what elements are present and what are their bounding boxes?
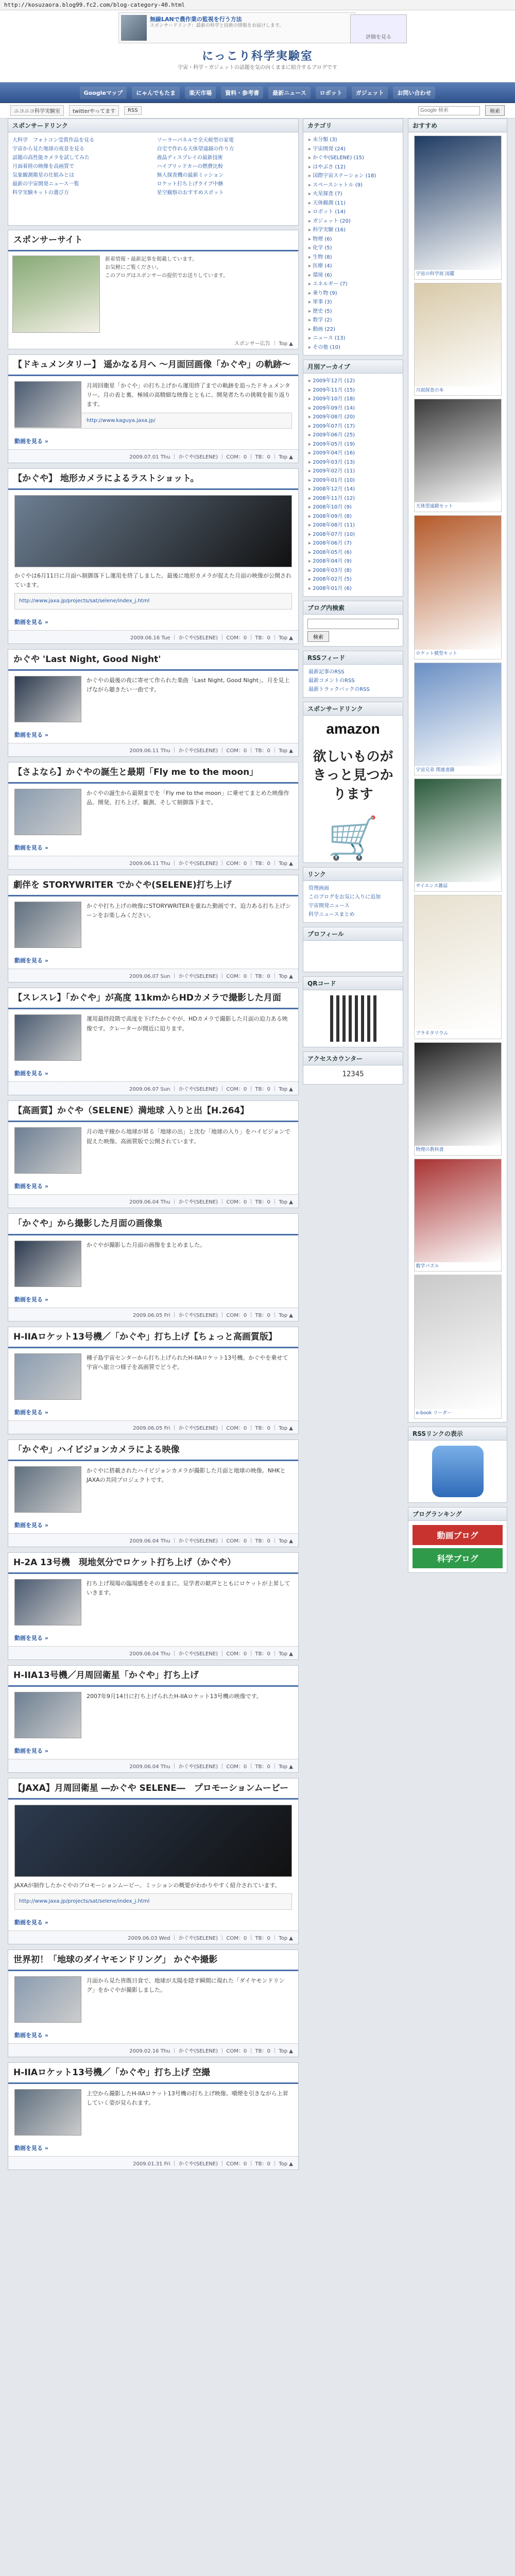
entry-text: 種子島宇宙センターから打ち上げられたH-IIAロケット13号機。かぐやを乗せて宇宙へ旅立つ様子を高画質でどうぞ。	[87, 1354, 288, 1370]
shopping-cart-icon[interactable]: 🛒	[327, 814, 379, 862]
product-ad[interactable]	[414, 1042, 502, 1156]
archive-item[interactable]: ▸ 2008年12月 (14)	[308, 485, 398, 494]
entry-body	[8, 1461, 298, 1521]
google-search-input[interactable]	[418, 106, 480, 115]
sponsor-link[interactable]: 大科学 フォトコン受賞作品を見る	[12, 138, 95, 143]
profile-title: プロフィール	[303, 927, 403, 941]
archive-item[interactable]: ▸ 2009年02月 (11)	[308, 467, 398, 476]
product-ad[interactable]	[414, 135, 502, 280]
main-column	[8, 118, 299, 2175]
sponsor-link[interactable]: 最新の宇宙開発ニュース一覧	[12, 181, 79, 187]
entry-body	[8, 671, 298, 731]
archive-item[interactable]: ▸ 2008年07月 (10)	[308, 530, 398, 539]
entry-footer[interactable]: 2009.06.04 Thu ｜ かぐや(SELENE) ｜ COM：0 ｜ TB：0 ｜ Top ▲	[8, 1759, 298, 1772]
entry-body	[8, 1800, 298, 1918]
entry-footer[interactable]: 2009.06.04 Thu ｜ かぐや(SELENE) ｜ COM：0 ｜ TB：0 ｜ Top ▲	[8, 1646, 298, 1659]
product-ad[interactable]	[414, 1275, 502, 1419]
entry-title[interactable]: H-IIAロケット13号機／「かぐや」打ち上げ 空撮	[8, 2063, 298, 2084]
entry-footer[interactable]: 2009.06.07 Sun ｜ かぐや(SELENE) ｜ COM：0 ｜ TB：0 ｜ Top ▲	[8, 969, 298, 982]
entry-footer[interactable]: 2009.06.05 Fri ｜ かぐや(SELENE) ｜ COM：0 ｜ TB：0 ｜ Top ▲	[8, 1308, 298, 1321]
entry-text: かぐや打ち上げの映像にSTORYWRITERを重ねた動画です。迫力ある打ち上げシーンをお楽しみください。	[87, 903, 291, 919]
entry-thumbnail[interactable]	[14, 1014, 81, 1061]
site-description: 宇宙・科学・ガジェットの話題を気の向くままに紹介するブログです	[178, 65, 337, 71]
entry-text: 月面から見た皆既日食で、地球が太陽を隠す瞬間に現れた「ダイヤモンドリング」をかぐやが撮影しました。	[87, 1977, 285, 1993]
entry	[8, 762, 299, 870]
category-item[interactable]: ▸ その他 (10)	[308, 343, 398, 352]
category-item[interactable]: ▸ 乗り物 (9)	[308, 289, 398, 298]
entry	[8, 1439, 299, 1547]
entry	[8, 2062, 299, 2170]
entry-text: JAXAが制作したかぐやのプロモーションムービー。ミッションの概要がわかりやすく紹介されています。	[14, 1882, 281, 1889]
entry-thumbnail[interactable]	[14, 1692, 81, 1738]
archive-item[interactable]: ▸ 2009年09月 (14)	[308, 404, 398, 413]
counter-value: 12345	[342, 1070, 364, 1079]
product-image[interactable]	[415, 399, 501, 502]
archive-item[interactable]: ▸ 2008年04月 (9)	[308, 557, 398, 566]
sponsor-links-box	[8, 118, 299, 226]
entry-body	[8, 1574, 298, 1634]
entry	[8, 1665, 299, 1773]
category-title: カテゴリ	[303, 119, 403, 132]
category-box	[303, 118, 403, 355]
amazon-box	[303, 702, 403, 863]
entry-thumbnail[interactable]	[14, 789, 81, 835]
entry-list	[8, 354, 299, 2170]
amazon-logo[interactable]: amazon	[326, 721, 380, 737]
entry-body	[8, 2084, 298, 2144]
product-caption[interactable]: 宇宙兄弟 関連書籍	[416, 767, 455, 773]
entry-body	[8, 1235, 298, 1295]
entry-title[interactable]: 【かぐや】 地形カメラによるラストショット。	[8, 469, 298, 490]
category-item[interactable]: ▸ エネルギー (7)	[308, 280, 398, 289]
nav-item-rakuten[interactable]: 楽天市場	[185, 87, 216, 99]
archive-item[interactable]: ▸ 2008年10月 (9)	[308, 503, 398, 512]
entry-body	[8, 490, 298, 618]
entry-thumbnail[interactable]	[14, 1976, 81, 2023]
entry-body	[8, 1687, 298, 1747]
category-item[interactable]: ▸ 歴史 (5)	[308, 307, 398, 316]
entry-text: 2007年9月14日に打ち上げられたH-IIAロケット13号機の映像です。	[87, 1692, 262, 1700]
sponsor-site-image[interactable]	[12, 256, 100, 333]
qr-box	[303, 976, 403, 1047]
amazon-title: スポンサードリンク	[303, 702, 403, 716]
read-more-link[interactable]: 動画を見る »	[14, 1296, 48, 1303]
read-more-link[interactable]: 動画を見る »	[14, 438, 48, 445]
archive-item[interactable]: ▸ 2008年05月 (6)	[308, 548, 398, 557]
product-caption[interactable]: e-book リーダー	[416, 1411, 452, 1416]
sponsor-site-title: スポンサーサイト	[8, 230, 298, 251]
archive-item[interactable]: ▸ 2009年01月 (10)	[308, 476, 398, 485]
entry-body	[8, 784, 298, 843]
link-admin[interactable]: 管理画面	[308, 886, 329, 892]
sponsor-link[interactable]: 無人探査機の最新ミッション	[157, 173, 224, 178]
entry	[8, 354, 299, 463]
science-blog-banner[interactable]: 科学ブログ	[413, 1548, 503, 1568]
entry-text: かぐやの最後の夜に寄せて作られた楽曲「Last Night, Good Night」。月を見上げながら聴きたい一曲です。	[87, 677, 290, 693]
entry	[8, 1100, 299, 1208]
archive-item[interactable]: ▸ 2009年06月 (25)	[308, 431, 398, 440]
entry	[8, 649, 299, 757]
category-item[interactable]: ▸ 宇宙開発 (24)	[308, 145, 398, 154]
archive-list	[303, 374, 403, 596]
category-list	[303, 132, 403, 355]
product-image[interactable]	[415, 1159, 501, 1262]
entry-footer[interactable]: 2009.02.16 Thu ｜ かぐや(SELENE) ｜ COM：0 ｜ TB：0 ｜ Top ▲	[8, 2043, 298, 2057]
entry-footer[interactable]: 2009.06.05 Fri ｜ かぐや(SELENE) ｜ COM：0 ｜ TB：0 ｜ Top ▲	[8, 1420, 298, 1434]
category-item[interactable]: ▸ 科学実験 (16)	[308, 226, 398, 235]
entry-quote	[14, 1893, 292, 1910]
archive-item[interactable]: ▸ 2009年04月 (16)	[308, 449, 398, 458]
read-more-link[interactable]: 動画を見る »	[14, 957, 48, 964]
nav-item-books[interactable]: 資料・参考書	[221, 87, 263, 99]
entry-text: 月周回衛星「かぐや」の打ち上げから運用終了までの軌跡を追ったドキュメンタリー。月の表と裏、極域の高精細な映像とともに、開発者たちの挑戦を振り返ります。	[87, 382, 290, 408]
sponsor-site-text-3: このブログはスポンサーの提供でお送りしています。	[105, 273, 229, 279]
entry-footer[interactable]: 2009.06.03 Wed ｜ かぐや(SELENE) ｜ COM：0 ｜ TB：0 ｜ Top ▲	[8, 1930, 298, 1944]
entry	[8, 1950, 299, 2057]
entry-title[interactable]: H-IIA13号機／月周回衛星「かぐや」打ち上げ	[8, 1666, 298, 1687]
category-item[interactable]: ▸ 国際宇宙ステーション (18)	[308, 172, 398, 181]
category-item[interactable]: ▸ 天体観測 (11)	[308, 199, 398, 208]
archive-item[interactable]: ▸ 2009年12月 (12)	[308, 377, 398, 386]
product-image[interactable]	[415, 779, 501, 882]
category-item[interactable]: ▸ かぐや(SELENE) (15)	[308, 154, 398, 163]
category-item[interactable]: ▸ 動画 (22)	[308, 325, 398, 334]
entry-footer[interactable]: 2009.06.04 Thu ｜ かぐや(SELENE) ｜ COM：0 ｜ TB：0 ｜ Top ▲	[8, 1533, 298, 1547]
link-title: リンク	[303, 868, 403, 881]
entry-thumbnail[interactable]	[14, 1466, 81, 1513]
archive-item[interactable]: ▸ 2008年11月 (12)	[308, 494, 398, 503]
sponsor-link[interactable]: 話題の高性能カメラを試してみた	[12, 155, 90, 161]
product-caption[interactable]: プラネタリウム	[416, 1031, 449, 1037]
entry-title[interactable]: 「かぐや」ハイビジョンカメラによる映像	[8, 1440, 298, 1461]
toolbar-item-rss[interactable]: RSS	[124, 106, 142, 115]
product-ad[interactable]	[414, 399, 502, 512]
read-more-link[interactable]: 動画を見る »	[14, 844, 48, 852]
product-ad[interactable]	[414, 895, 502, 1039]
archive-item[interactable]: ▸ 2009年07月 (17)	[308, 422, 398, 431]
entry-footer[interactable]: 2009.01.31 Fri ｜ かぐや(SELENE) ｜ COM：0 ｜ TB：0 ｜ Top ▲	[8, 2156, 298, 2170]
product-caption[interactable]: 物理の教科書	[416, 1147, 444, 1153]
sponsor-link[interactable]: 自宅で作れる天体望遠鏡の作り方	[157, 146, 234, 152]
archive-item[interactable]: ▸ 2009年10月 (18)	[308, 395, 398, 404]
link-favorite[interactable]: このブログをお気に入りに追加	[308, 894, 381, 901]
product-image[interactable]	[415, 1275, 501, 1409]
profile-box	[303, 927, 403, 972]
entry-text: かぐやが撮影した月面の画像をまとめました。	[87, 1241, 205, 1248]
read-more-link[interactable]: 動画を見る »	[14, 1747, 48, 1754]
toolbar-item-nico[interactable]: ニコニコ科学実験室	[10, 105, 64, 116]
product-caption[interactable]: 天体望遠鏡セット	[416, 504, 453, 510]
read-more-link[interactable]: 動画を見る »	[14, 1409, 48, 1416]
entry	[8, 1778, 299, 1944]
entry-title[interactable]: 世界初！「地球のダイヤモンドリング」 かぐや撮影	[8, 1950, 298, 1971]
address-bar[interactable]: http://kosuzaora.blog99.fc2.com/blog-category-40.html	[0, 0, 515, 10]
recommend-title: おすすめ	[408, 119, 507, 132]
entry-title[interactable]: かぐや 'Last Night, Good Night'	[8, 650, 298, 671]
entry-thumbnail[interactable]	[14, 902, 81, 948]
toolbar	[0, 103, 515, 118]
product-ad[interactable]	[414, 515, 502, 659]
category-item[interactable]: ▸ スペースシャトル (9)	[308, 181, 398, 190]
counter-title: アクセスカウンター	[303, 1052, 403, 1065]
rss-title: RSSフィード	[303, 651, 403, 665]
category-item[interactable]: ▸ 火星探査 (7)	[308, 190, 398, 199]
counter-box	[303, 1052, 403, 1084]
rss-box	[303, 651, 403, 698]
entry-text: かぐやの誕生から最期までを「Fly me to the moon」に乗せてまとめた映像作品。開発、打ち上げ、観測、そして制御落下まで。	[87, 790, 289, 806]
entry-text: 月の地平線から地球が昇る「地球の出」と沈む「地球の入り」をハイビジョンで捉えた映像。高画質版で公開されています。	[87, 1128, 290, 1145]
product-image[interactable]	[415, 516, 501, 650]
read-more-link[interactable]: 動画を見る »	[14, 1070, 48, 1077]
entry-url[interactable]: http://www.jaxa.jp/projects/sat/selene/index_j.html	[19, 1899, 150, 1905]
google-search-button[interactable]: 検索	[485, 105, 505, 116]
product-ad[interactable]	[414, 1159, 502, 1272]
qr-title: QRコード	[303, 977, 403, 990]
read-more-link[interactable]: 動画を見る »	[14, 1634, 48, 1641]
site-title[interactable]: にっこり科学実験室	[202, 49, 313, 63]
banner-ad-subtitle: スポンサードリンク：最新の科学と技術の情報をお届けします。	[150, 23, 284, 28]
entry-thumbnail[interactable]	[14, 1353, 81, 1400]
entry-url[interactable]: http://www.kaguya.jaxa.jp/	[87, 417, 156, 423]
sponsor-link[interactable]: ソーラーパネルで全天候型の家電	[157, 138, 234, 143]
product-caption[interactable]: 月面探査の本	[416, 387, 444, 393]
nav-item-googlemap[interactable]: Googleマップ	[80, 87, 127, 99]
entry-thumbnail[interactable]	[14, 676, 81, 722]
sidebar	[303, 118, 403, 1089]
entry-video-thumbnail[interactable]	[14, 495, 292, 567]
entry-body	[8, 376, 298, 437]
entry-body	[8, 1971, 298, 2031]
entry-thumbnail[interactable]	[14, 381, 81, 428]
product-image[interactable]	[415, 1043, 501, 1146]
entry-footer[interactable]: 2009.06.11 Thu ｜ かぐや(SELENE) ｜ COM：0 ｜ TB：0 ｜ Top ▲	[8, 856, 298, 869]
product-image[interactable]	[415, 136, 501, 270]
entry-text: 打ち上げ現場の臨場感をそのままに。見学者の歓声とともにロケットが上昇していきます。	[87, 1580, 290, 1596]
archive-box	[303, 360, 403, 597]
entry	[8, 1327, 299, 1434]
sponsor-link[interactable]: ハイブリッドカーの燃費比較	[157, 164, 224, 170]
sponsor-link[interactable]: ロケット打ち上げライブ中継	[157, 181, 224, 187]
entry-text: 上空から撮影したH-IIAロケット13号機の打ち上げ映像。噴煙を引きながら上昇していく姿が見られます。	[87, 2090, 288, 2106]
product-ad[interactable]	[414, 778, 502, 892]
sponsor-link[interactable]: 気象観測衛星の仕組みとは	[12, 173, 74, 178]
read-more-link[interactable]: 動画を見る »	[14, 1183, 48, 1190]
sponsor-link[interactable]: 月面着陸の映像を高画質で	[12, 164, 74, 170]
amazon-wish-text[interactable]: 欲しいものがきっと見つかります	[313, 749, 393, 802]
site-header	[0, 10, 515, 82]
global-navigation	[0, 82, 515, 103]
link-space-news[interactable]: 宇宙開発ニュース	[308, 903, 350, 909]
archive-item[interactable]: ▸ 2008年03月 (8)	[308, 566, 398, 575]
entry-footer[interactable]: 2009.06.16 Tue ｜ かぐや(SELENE) ｜ COM：0 ｜ TB：0 ｜ Top ▲	[8, 630, 298, 643]
blog-search-box	[303, 601, 403, 647]
nav-item-tama[interactable]: にゃんでもたま	[132, 87, 180, 99]
entry-title[interactable]: 「かぐや」から撮影した月面の画像集	[8, 1214, 298, 1235]
nav-item-gadget[interactable]: ガジェット	[352, 87, 388, 99]
entry-thumbnail[interactable]	[14, 2089, 81, 2136]
link-box	[303, 867, 403, 923]
category-item[interactable]: ▸ ロボット (14)	[308, 208, 398, 217]
entry	[8, 1213, 299, 1321]
entry-text: かぐやに搭載されたハイビジョンカメラが撮影した月面と地球の映像。NHKとJAXAの共同プロジェクトです。	[87, 1467, 286, 1483]
product-image[interactable]	[415, 895, 501, 1029]
entry-title[interactable]: 【ドキュメンタリー】 遥かなる月へ ～月面回画像「かぐや」の軌跡～	[8, 355, 298, 376]
entry-thumbnail[interactable]	[14, 1241, 81, 1287]
sponsor-link[interactable]: 星空観察のおすすめスポット	[157, 190, 224, 196]
entry-title[interactable]: 【高画質】かぐや（SELENE）満地球 入りと出【H.264】	[8, 1101, 298, 1122]
entry-footer[interactable]: 2009.06.11 Thu ｜ かぐや(SELENE) ｜ COM：0 ｜ TB：0 ｜ Top ▲	[8, 743, 298, 756]
category-item[interactable]: ▸ 軍事 (3)	[308, 298, 398, 307]
entry-url[interactable]: http://www.jaxa.jp/projects/sat/selene/index_j.html	[19, 598, 150, 604]
archive-item[interactable]: ▸ 2009年08月 (20)	[308, 413, 398, 422]
rss-link-title: RSSリンクの表示	[408, 1427, 507, 1440]
product-caption[interactable]: ロケット模型キット	[416, 651, 457, 657]
toolbar-item-twitter[interactable]: twitterやってます	[69, 105, 119, 116]
entry	[8, 988, 299, 1095]
entry-title[interactable]: 【JAXA】月周回衛星 ―かぐや SELENE― プロモーションムービー	[8, 1778, 298, 1800]
entry-footer[interactable]: 2009.06.04 Thu ｜ かぐや(SELENE) ｜ COM：0 ｜ TB：0 ｜ Top ▲	[8, 1194, 298, 1208]
sponsor-links-title: スポンサードリンク	[8, 119, 298, 132]
blog-search-input[interactable]	[307, 619, 399, 629]
category-item[interactable]: ▸ 化学 (5)	[308, 244, 398, 253]
sponsor-site-entry	[8, 230, 299, 349]
entry-text: かぐやは6月11日に月面へ制御落下し運用を終了しました。最後に地形カメラが捉えた月面の映像が公開されています。	[14, 572, 291, 589]
read-more-link[interactable]: 動画を見る »	[14, 1521, 48, 1529]
archive-item[interactable]: ▸ 2008年09月 (8)	[308, 512, 398, 521]
sponsor-links-list	[8, 132, 298, 225]
entry-title[interactable]: H-2A 13号機 現地気分でロケット打ち上げ（かぐや）	[8, 1553, 298, 1574]
archive-item[interactable]: ▸ 2009年05月 (19)	[308, 440, 398, 449]
archive-item[interactable]: ▸ 2009年11月 (15)	[308, 386, 398, 395]
entry-title[interactable]: 劇伴を STORYWRITER でかぐや(SELENE)打ち上げ	[8, 875, 298, 896]
product-image[interactable]	[415, 283, 501, 386]
sponsor-link[interactable]: 液晶ディスプレイの最新技術	[157, 155, 223, 161]
sponsor-site-footer[interactable]: スポンサー広告 ｜ Top ▲	[234, 341, 293, 347]
product-ad[interactable]	[414, 663, 502, 776]
entry-footer[interactable]: 2009.06.07 Sun ｜ かぐや(SELENE) ｜ COM：0 ｜ TB：0 ｜ Top ▲	[8, 1081, 298, 1095]
blog-search-title: ブログ内検索	[303, 601, 403, 615]
rss-link-trackbacks[interactable]: 最新トラックバックのRSS	[308, 687, 370, 692]
entry-title[interactable]: 【スレスレ】「かぐや」が高度 11kmからHDカメラで撮影した月面	[8, 988, 298, 1009]
archive-item[interactable]: ▸ 2008年02月 (5)	[308, 575, 398, 584]
product-caption[interactable]: サイエンス雑誌	[416, 884, 448, 889]
product-caption[interactable]: 数学パズル	[416, 1263, 439, 1269]
rss-feed-icon[interactable]	[432, 1446, 484, 1497]
entry-quote	[14, 593, 292, 609]
link-science-news[interactable]: 科学ニュースまとめ	[308, 912, 355, 918]
read-more-link[interactable]: 動画を見る »	[14, 1919, 48, 1926]
blog-ranking-title: ブログランキング	[408, 1507, 507, 1521]
read-more-link[interactable]: 動画を見る »	[14, 618, 48, 625]
entry	[8, 1552, 299, 1660]
archive-item[interactable]: ▸ 2009年03月 (13)	[308, 458, 398, 467]
sponsor-site-text-1: 新着情報・最新記事を掲載しています。	[105, 257, 198, 263]
category-item[interactable]: ▸ 数学 (2)	[308, 316, 398, 325]
category-item[interactable]: ▸ ガジェット (20)	[308, 217, 398, 226]
qr-code-icon	[330, 995, 376, 1042]
banner-ad-thumbnail	[121, 15, 147, 41]
entry-body	[8, 1122, 298, 1182]
entry-footer[interactable]: 2009.07.01 Thu ｜ かぐや(SELENE) ｜ COM：0 ｜ TB：0 ｜ Top ▲	[8, 449, 298, 463]
banner-ad[interactable]	[118, 12, 355, 43]
rss-link-comments[interactable]: 最新コメントのRSS	[308, 678, 355, 684]
entry	[8, 468, 299, 644]
product-image[interactable]	[415, 663, 501, 766]
recommend-box	[408, 118, 507, 1422]
banner-ad-title[interactable]: 無線LANで農作業の監視を行う方法	[150, 16, 242, 23]
archive-title: 月別アーカイブ	[303, 360, 403, 374]
entry-title[interactable]: H-IIAロケット13号機／「かぐや」打ち上げ【ちょっと高画質版】	[8, 1327, 298, 1348]
nav-item-news[interactable]: 最新ニュース	[268, 87, 310, 99]
category-item[interactable]: ▸ 未分類 (3)	[308, 135, 398, 145]
blog-ranking-box	[408, 1507, 507, 1573]
rss-link-entries[interactable]: 最新記事のRSS	[308, 669, 345, 675]
rank-badge[interactable]	[350, 14, 407, 43]
entry-video-thumbnail[interactable]	[14, 1805, 292, 1877]
archive-item[interactable]: ▸ 2008年06月 (7)	[308, 539, 398, 548]
nav-item-contact[interactable]: お問い合わせ	[393, 87, 435, 99]
entry-thumbnail[interactable]	[14, 1127, 81, 1174]
product-ad[interactable]	[414, 283, 502, 396]
entry	[8, 875, 299, 982]
category-item[interactable]: ▸ 環境 (6)	[308, 271, 398, 280]
read-more-link[interactable]: 動画を見る »	[14, 2144, 48, 2151]
category-item[interactable]: ▸ ニュース (13)	[308, 334, 398, 343]
product-caption[interactable]: 宇宙の科学展 図鑑	[416, 272, 455, 277]
nav-item-robot[interactable]: ロボット	[316, 87, 347, 99]
sponsor-site-text-2: お気軽にご覧ください。	[105, 265, 162, 271]
sponsor-link[interactable]: 宇宙から見た地球の夜景を見る	[12, 146, 84, 152]
archive-item[interactable]: ▸ 2008年01月 (6)	[308, 584, 398, 594]
entry-title[interactable]: 【さよなら】かぐやの誕生と最期「Fly me to the moon」	[8, 762, 298, 784]
category-item[interactable]: ▸ 生物 (8)	[308, 253, 398, 262]
read-more-link[interactable]: 動画を見る »	[14, 2031, 48, 2039]
entry-text: 運用最終段階で高度を下げたかぐやが、HDカメラで撮影した月面の迫力ある映像です。クレーターが間近に迫ります。	[87, 1015, 288, 1032]
entry-body	[8, 896, 298, 956]
rank-badge-label: 評価を見る	[366, 35, 391, 40]
right-sidebar	[408, 118, 507, 1577]
rss-link-box	[408, 1427, 507, 1503]
entry-body	[8, 1009, 298, 1069]
read-more-link[interactable]: 動画を見る »	[14, 732, 48, 739]
category-item[interactable]: ▸ 医療 (4)	[308, 262, 398, 271]
category-item[interactable]: ▸ 物理 (6)	[308, 235, 398, 244]
entry-thumbnail[interactable]	[14, 1579, 81, 1625]
entry-body	[8, 1348, 298, 1408]
blog-search-button[interactable]: 検索	[307, 631, 329, 642]
video-blog-banner[interactable]: 動画ブログ	[413, 1525, 503, 1545]
category-item[interactable]: ▸ はやぶさ (12)	[308, 163, 398, 172]
sponsor-link[interactable]: 科学実験キットの選び方	[12, 190, 69, 196]
archive-item[interactable]: ▸ 2008年08月 (11)	[308, 521, 398, 530]
